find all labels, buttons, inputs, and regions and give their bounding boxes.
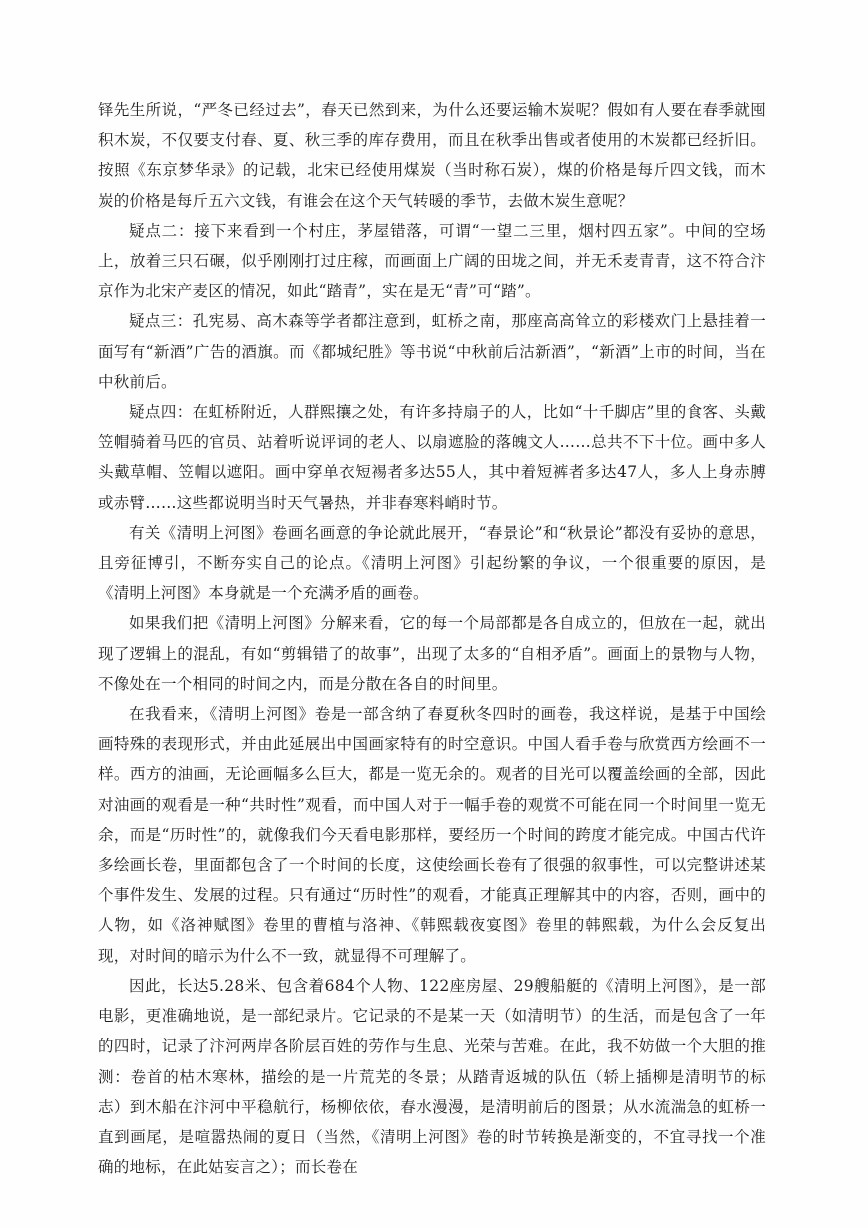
- paragraph-contradiction: 如果我们把《清明上河图》分解来看，它的每一个局部都是各自成立的，但放在一起，就出现了逻辑上的混乱，有如“剪辑错了的故事”，出现了太多的“自相矛盾”。画面上的景物与人物，不像处在一个相同的时间之内，而是分散在各自的时间里。: [98, 614, 766, 693]
- paragraph-four-seasons: 在我看来，《清明上河图》卷是一部含纳了春夏秋冬四时的画卷，我这样说，是基于中国绘画特殊的表现形式，并由此延展出中国画家特有的时空意识。中国人看手卷与欣赏西方绘画不一样。西方的油画，无论画幅多么巨大，都是一览无余的。观者的目光可以覆盖绘画的全部，因此对油画的观看是一种“共时性”观看，而中国人对于一幅手卷的观赏不可能在同一个时间里一览无余，而是“历时性”的，就像我们今天看电影那样，要经历一个时间的跨度才能完成。中国古代许多绘画长卷，里面都包含了一个时间的长度，这使绘画长卷有了很强的叙事性，可以完整讲述某个事件发生、发展的过程。只有通过“历时性”的观看，才能真正理解其中的内容，否则，画中的人物，如《洛神赋图》卷里的曹植与洛神、《韩熙载夜宴图》卷里的韩熙载，为什么会反复出现，对时间的暗示为什么不一致，就显得不可理解了。: [98, 705, 766, 965]
- paragraph-doubt-two: 疑点二：接下来看到一个村庄，茅屋错落，可谓“一望二三里，烟村四五家”。中间的空场上，放着三只石碾，似乎刚刚打过庄稼，而画面上广阔的田垅之间，并无禾麦青青，这不符合汴京作为北宋产麦区的情况，如此“踏青”，实在是无“青”可“踏”。: [98, 221, 766, 301]
- paragraph-charcoal-question: 铎先生所说，“严冬已经过去”，春天已然到来，为什么还要运输木炭呢？假如有人要在春季就囤积木炭，不仅要支付春、夏、秋三季的库存费用，而且在秋季出售或者使用的木炭都已经折旧。按照《东京梦华录》的记载，北宋已经使用煤炭（当时称石炭），煤的价格是每斤四文钱，而木炭的价格是每斤五六文钱，有谁会在这个天气转暖的季节，去做木炭生意呢？: [98, 101, 766, 210]
- paragraph-doubt-four: 疑点四：在虹桥附近，人群熙攘之处，有许多持扇子的人，比如“十千脚店”里的食客、头戴笠帽骑着马匹的官员、站着听说评词的老人、以扇遮脸的落魄文人……总共不下十位。画中多人头戴草帽、笠帽以遮阳。画中穿单衣短裼者多达55人，其中着短裤者多达47人，多人上身赤膊或赤臂……这些都说明当时天气暑热，并非春寒料峭时节。: [98, 403, 766, 512]
- paragraph-documentary: 因此，长达5.28米、包含着684个人物、122座房屋、29艘船艇的《清明上河图》，是一部电影，更准确地说，是一部纪录片。它记录的不是某一天（如清明节）的生活，而是包含了一年的四时，记录了汴河两岸各阶层百姓的劳作与生息、光荣与苦难。在此，我不妨做一个大胆的推测：卷首的枯木寒林，描绘的是一片荒芜的冬景；从踏青返城的队伍（轿上插柳是清明节的标志）到木船在汴河中平稳航行，杨柳依依，春水漫漫，是清明前后的图景；从水流湍急的虹桥一直到画尾，是喧嚣热闹的夏日（当然，《清明上河图》卷的时节转换是渐变的，不宜寻找一个准确的地标，在此姑妄言之）；而长卷在: [98, 976, 766, 1177]
- paragraph-doubt-three: 疑点三：孔宪易、高木森等学者都注意到，虹桥之南，那座高高耸立的彩楼欢门上悬挂着一面写有“新酒”广告的酒旗。而《都城纪胜》等书说“中秋前后沽新酒”，“新酒”上市的时间，当在中秋前后。: [98, 312, 766, 391]
- paragraph-debate: 有关《清明上河图》卷画名画意的争论就此展开，“春景论”和“秋景论”都没有妥协的意思，且旁征博引，不断夯实自己的论点。《清明上河图》引起纷繁的争议，一个很重要的原因，是《清明上河图》本身就是一个充满矛盾的画卷。: [98, 523, 766, 603]
- article-body: [98, 95, 766, 1182]
